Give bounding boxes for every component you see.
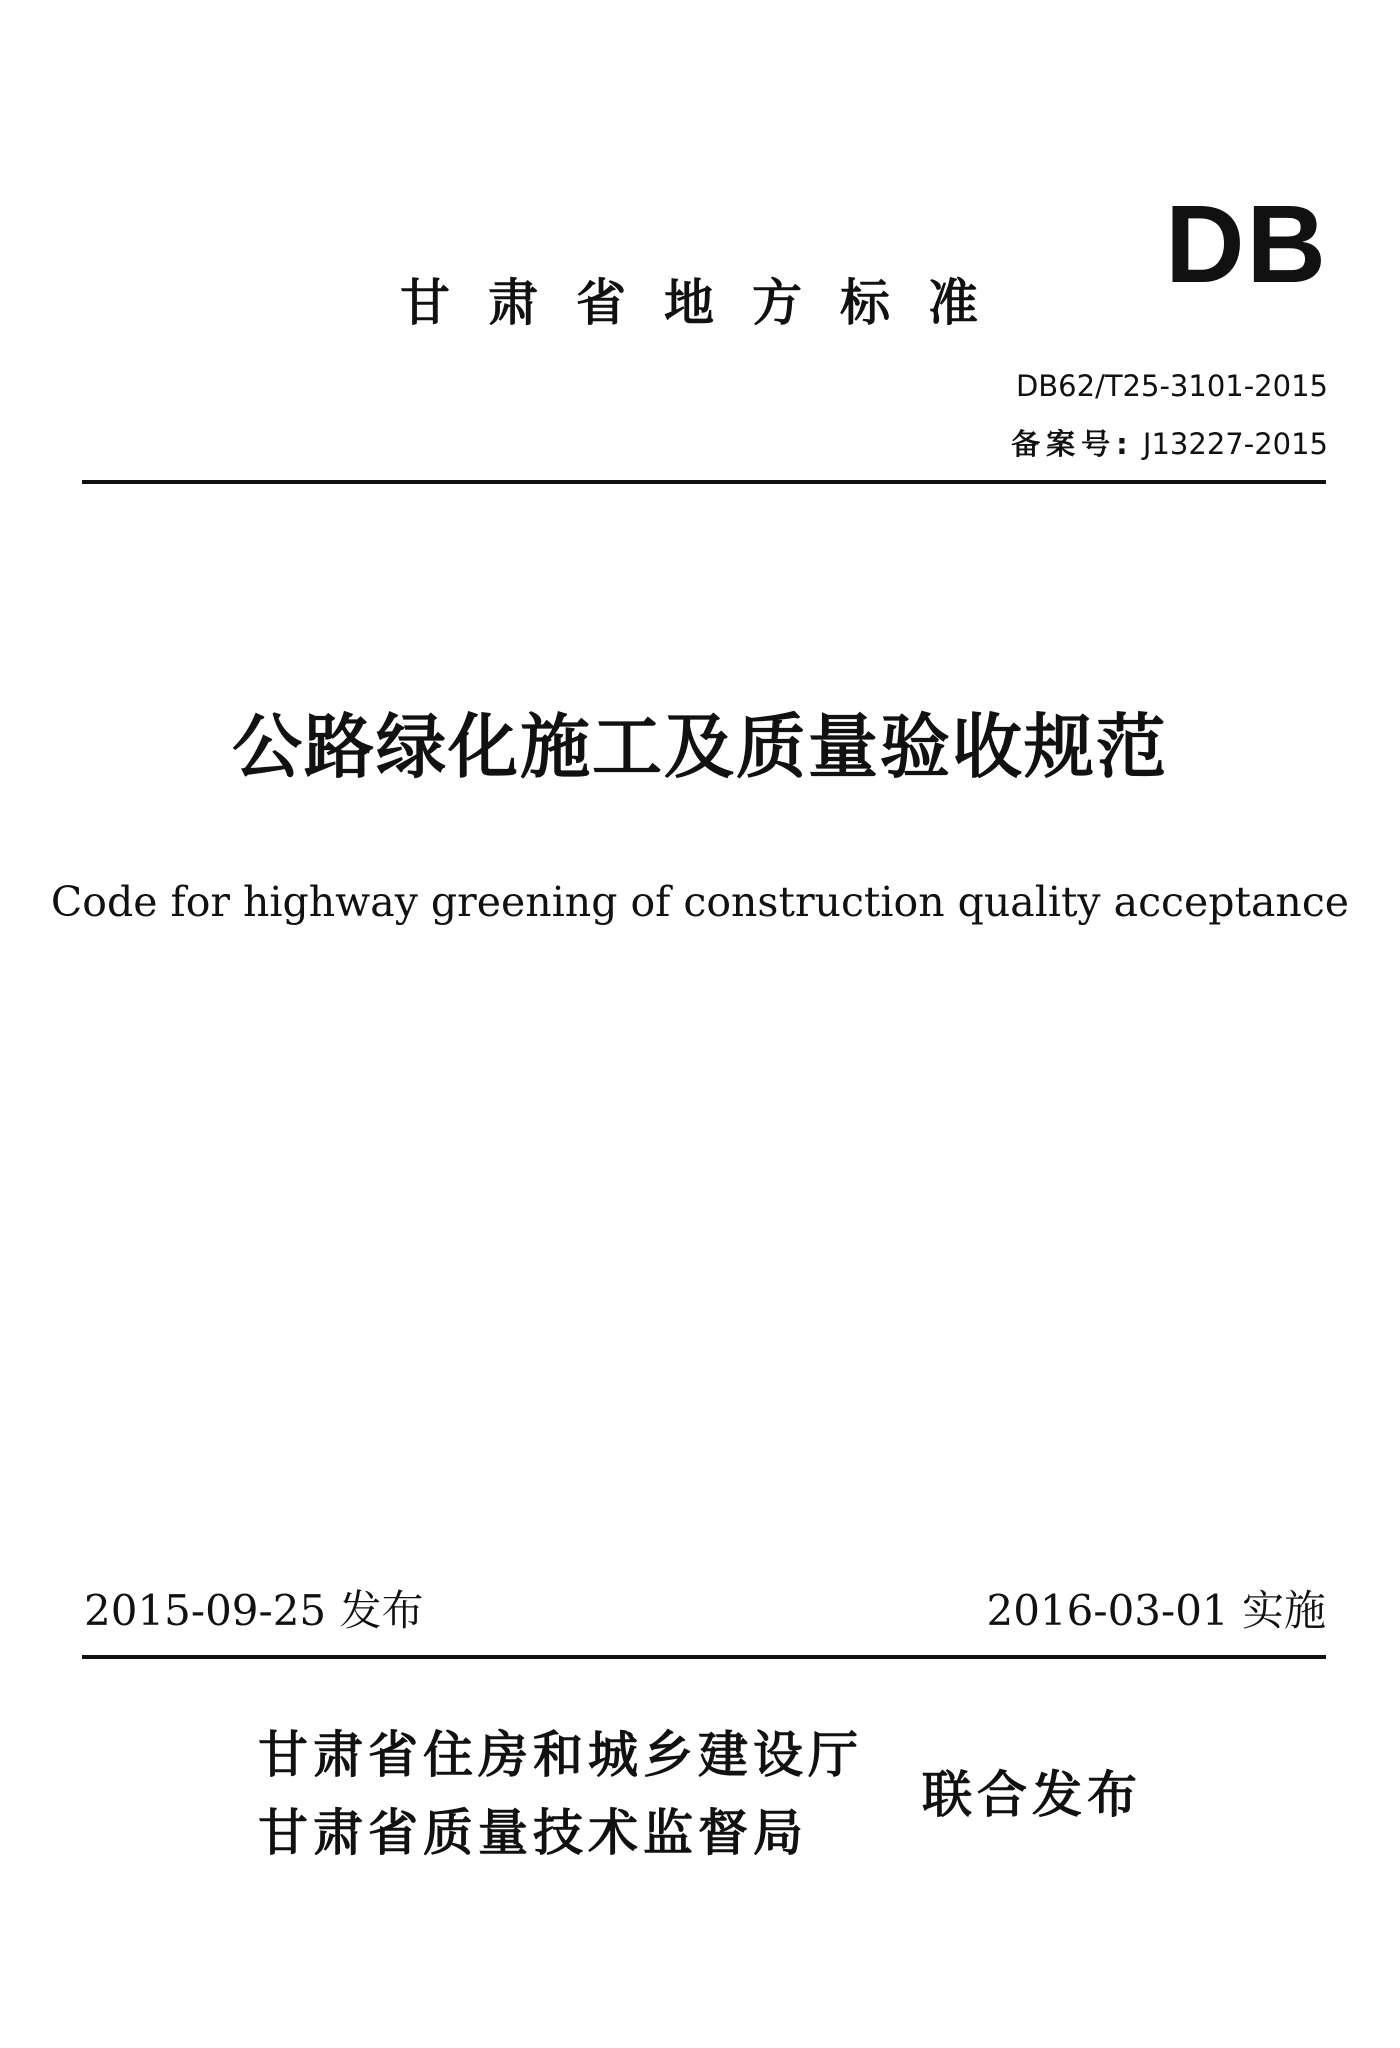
standard-category: 甘肃省地方标准 — [400, 274, 1016, 332]
publish-date: 2015-09-25 发布 — [84, 1586, 424, 1635]
joint-publish-label: 联合发布 — [922, 1766, 1142, 1824]
record-label: 备案号: — [1011, 427, 1134, 461]
document-title-english: Code for highway greening of construction quality acceptance — [50, 878, 1350, 926]
footer-divider — [82, 1655, 1326, 1659]
header-divider — [82, 480, 1326, 484]
effective-date: 2016-03-01 实施 — [986, 1586, 1326, 1635]
standard-number: DB62/T25-3101-2015 — [1015, 369, 1328, 403]
db-standard-mark: DB — [1165, 183, 1328, 306]
issuer-authority: 甘肃省质量技术监督局 — [258, 1804, 808, 1862]
record-number: J13227-2015 — [1142, 427, 1328, 461]
issuer-authority: 甘肃省住房和城乡建设厅 — [258, 1726, 863, 1784]
document-title-chinese: 公路绿化施工及质量验收规范 — [232, 705, 1168, 788]
record-number-line — [1011, 427, 1328, 461]
